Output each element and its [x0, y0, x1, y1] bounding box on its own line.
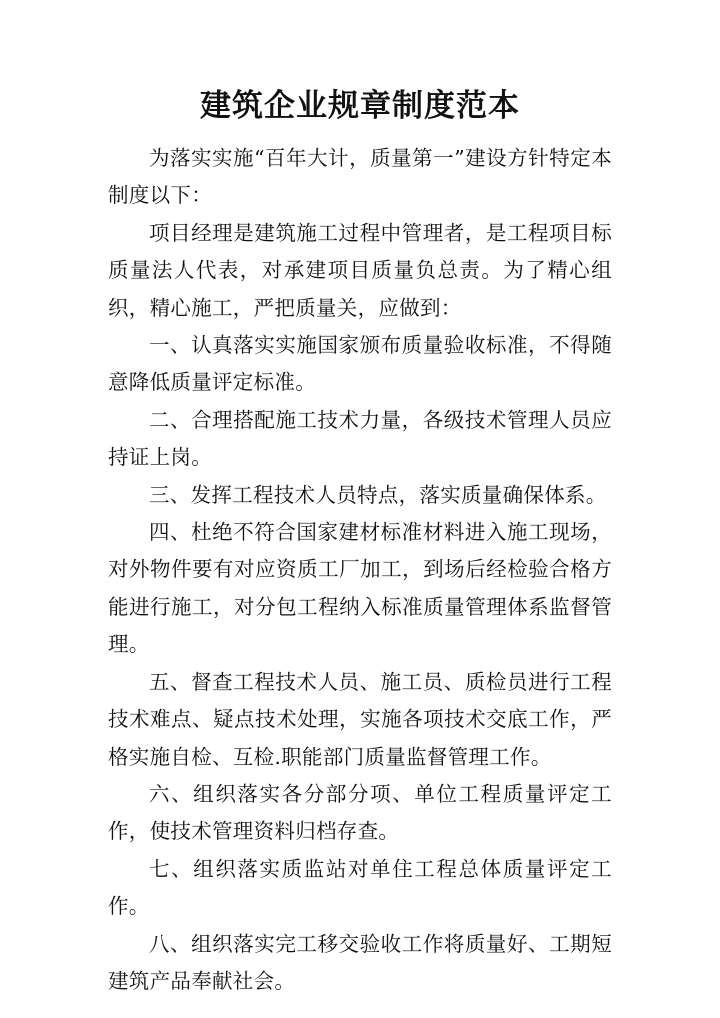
paragraph-project-manager: 项目经理是建筑施工过程中管理者，是工程项目标质量法人代表，对承建项目质量负总责。为了精心组织，精心施工，严把质量关，应做到：	[108, 220, 612, 320]
paragraph-item-4: 四、杜绝不符合国家建材标准材料进入施工现场，对外物件要有对应资质工厂加工，到场后经检验合格方能进行施工，对分包工程纳入标准质量管理体系监督管理。	[108, 520, 612, 657]
paragraph-item-7: 七、组织落实质监站对单住工程总体质量评定工作。	[108, 856, 612, 919]
paragraph-item-2: 二、合理搭配施工技术力量，各级技术管理人员应持证上岗。	[108, 407, 612, 470]
paragraph-item-8: 八、组织落实完工移交验收工作将质量好、工期短建筑产品奉献社会。	[108, 931, 612, 993]
document-title: 建筑企业规章制度范本	[200, 88, 520, 124]
paragraph-item-5: 五、督查工程技术人员、施工员、质检员进行工程技术难点、疑点技术处理，实施各项技术交底工作，严格实施自检、互检.职能部门质量监督管理工作。	[108, 669, 612, 769]
document-body	[108, 140, 612, 1000]
paragraph-intro: 为落实实施“百年大计，质量第一”建设方针特定本制度以下：	[108, 146, 612, 208]
paragraph-item-6: 六、组织落实各分部分项、单位工程质量评定工作，使技术管理资料归档存查。	[108, 781, 612, 844]
paragraph-item-1: 一、认真落实实施国家颁布质量验收标准，不得随意降低质量评定标准。	[108, 333, 612, 395]
paragraph-item-3: 三、发挥工程技术人员特点，落实质量确保体系。	[149, 482, 607, 507]
